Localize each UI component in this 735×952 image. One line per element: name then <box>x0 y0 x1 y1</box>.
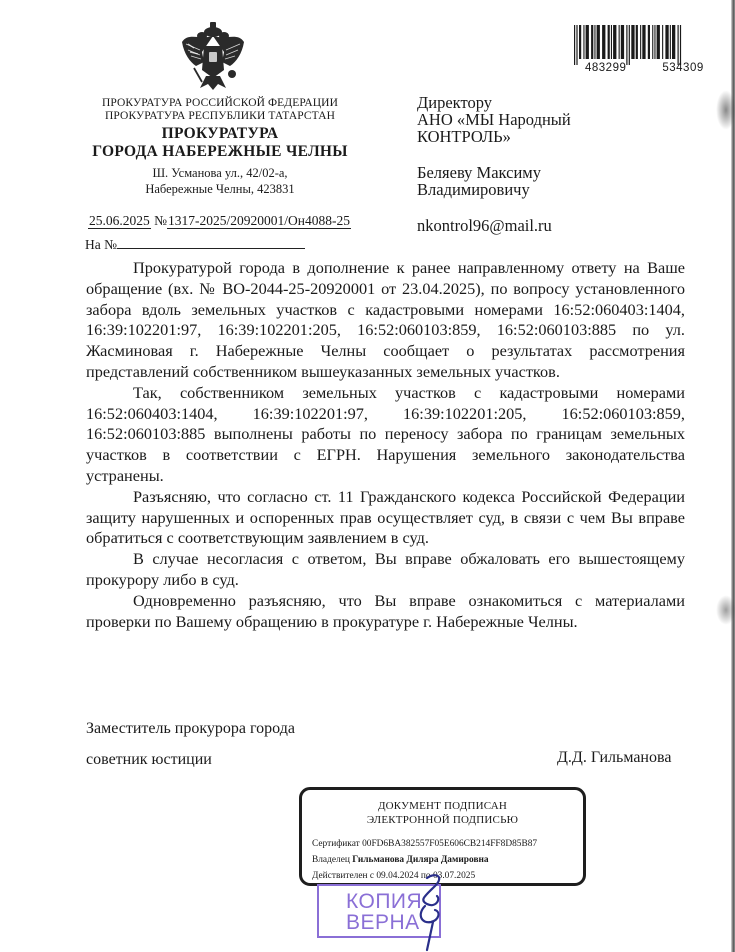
scan-edge <box>731 0 735 952</box>
barcode-bar <box>602 25 605 59</box>
barcode-bar <box>652 25 653 59</box>
barcode-bar <box>672 25 675 59</box>
addressee-name-line-2: Владимировичу <box>417 180 530 199</box>
barcode-bar <box>636 25 638 59</box>
esig-certificate-value: 00FD6BA382557F05E606CB214FF8D85B87 <box>362 839 538 849</box>
esig-title-line-1: ДОКУМЕНТ ПОДПИСАН <box>377 800 508 812</box>
barcode-bar <box>597 25 600 59</box>
barcode-bar <box>576 25 577 65</box>
barcode-left-digits: 483299 <box>585 62 627 74</box>
esig-owner <box>312 855 489 865</box>
barcode-bar <box>648 25 650 59</box>
copy-stamp-line-1: КОПИЯ <box>346 890 423 913</box>
registration-number: 1317-2025/20920001/Он4088-25 <box>168 213 350 228</box>
body-paragraph: В случае несогласия с ответом, Вы вправе обжаловать его вышестоящему прокурору либо в суд. <box>86 549 685 589</box>
issuing-authority <box>85 97 355 197</box>
barcode-bar <box>629 25 630 65</box>
barcode-bar <box>619 25 620 59</box>
signatory-name: Д.Д. Гильманова <box>557 749 672 766</box>
barcode-bar <box>680 25 681 65</box>
barcode-bar <box>670 25 671 59</box>
addressee-position: Директору <box>417 93 492 112</box>
org-name-line-2: ГОРОДА НАБЕРЕЖНЫЕ ЧЕЛНЫ <box>92 143 348 161</box>
esig-owner-label: Владелец <box>312 855 350 865</box>
esig-valid-to-label: по <box>420 871 431 881</box>
barcode-bar <box>611 25 612 59</box>
esig-certificate-label: Сертификат <box>312 839 360 849</box>
signatory-position: Заместитель прокурора города <box>86 720 295 737</box>
barcode-bar <box>574 25 575 65</box>
barcode-bar <box>586 25 589 59</box>
scan-smudge <box>716 595 735 625</box>
barcode-bar <box>631 25 634 59</box>
esig-title <box>302 799 583 827</box>
barcode-bar <box>662 25 663 59</box>
copy-stamp-line-2: ВЕРНА <box>346 911 420 934</box>
reply-to-blank <box>117 236 305 249</box>
registration-date: 25.06.2025 <box>89 213 150 228</box>
scan-smudge <box>716 90 735 130</box>
number-sign: № <box>154 213 168 228</box>
barcode-bar <box>665 25 668 59</box>
org-name-line-1: ПРОКУРАТУРА <box>161 125 279 143</box>
addressee-name-line-1: Беляеву Максиму <box>417 163 541 182</box>
barcode-bar <box>657 25 660 59</box>
handwritten-signature-icon <box>405 870 455 952</box>
body-paragraph: Одновременно разъясняю, что Вы вправе ознакомиться с материалами проверки по Вашему обращению в прокуратуре г. Набережные Челны. <box>86 590 685 631</box>
addressee-org-line-1: АНО «МЫ Народный <box>417 110 571 129</box>
barcode-bar <box>640 25 641 59</box>
barcode-bar <box>621 25 624 59</box>
barcode-bar <box>583 25 584 59</box>
body-paragraph: Разъясняю, что согласно ст. 11 Гражданского кодекса Российской Федерации защиту нарушенных и оспоренных прав осуществляет суд, в связи с чем Вы вправе обратиться с соответствующим заявлением в суд. <box>86 486 685 548</box>
addressee-org-line-2: КОНТРОЛЬ» <box>417 127 511 146</box>
esig-valid-to: 03.07.2025 <box>432 871 476 881</box>
barcode-bar <box>613 25 616 59</box>
org-line-2: ПРОКУРАТУРА РЕСПУБЛИКИ ТАТАРСТАН <box>105 110 335 123</box>
esig-owner-value: Гильманова Диляра Дамировна <box>352 855 489 865</box>
barcode-bar <box>642 25 645 59</box>
body-paragraph: Прокуратурой города в дополнение к ранее направленному ответу на Ваше обращение (вх. № ВО-2044-25-20920001 от 23.04.2025), по вопросу установленного забора вдоль земельных участков с кадастровыми номерами 16:52:060403:1404, 16:39:102201:97, 16:39:102201:205, 16:52:060103:859, 16:52:060103:885 по ул. Жасминовая г. Набережные Челны сообщает о результатах рассмотрения представлений собственником вышеуказанных земельных участков. <box>86 258 685 381</box>
barcode-bar <box>591 25 593 59</box>
org-line-1: ПРОКУРАТУРА РОССИЙСКОЙ ФЕДЕРАЦИИ <box>101 97 338 109</box>
reply-to-label: На № <box>85 237 117 252</box>
barcode-bar <box>608 25 610 59</box>
barcode-bar <box>654 25 655 59</box>
esig-certificate <box>312 839 537 849</box>
signatory-rank: советник юстиции <box>86 751 212 768</box>
addressee-email: nkontrol96@mail.ru <box>417 216 552 235</box>
reply-to-line <box>85 236 305 253</box>
barcode-bar <box>678 25 679 65</box>
letter-body <box>86 258 685 632</box>
esig-valid-label: Действителен с <box>312 871 375 881</box>
barcode-right-digits: 534309 <box>662 62 704 74</box>
barcode-bar <box>626 25 627 65</box>
coat-of-arms-icon <box>180 22 246 92</box>
barcode-bar <box>579 25 581 59</box>
org-address-line-2: Набережные Челны, 423831 <box>145 182 295 197</box>
addressee-block <box>417 94 571 234</box>
body-paragraph: Так, собственником земельных участков с кадастровыми номерами 16:52:060403:1404, 16:39:102201:97, 16:39:102201:205, 16:52:060103:859, 16:52:060103:885 выполнены работы по переносу забора по границам земельных участков в соответствии с ЕГРН. Нарушения земельного законодательства устранены. <box>86 382 685 485</box>
registration-line <box>88 213 351 229</box>
barcode-bar <box>594 25 595 59</box>
barcode <box>572 25 722 65</box>
esig-valid-from: 09.04.2024 <box>376 871 419 881</box>
barcode-digits <box>585 62 704 74</box>
esig-title-line-2: ЭЛЕКТРОННОЙ ПОДПИСЬЮ <box>366 814 519 826</box>
org-address-line-1: Ш. Усманова ул., 42/02-а, <box>152 166 288 181</box>
